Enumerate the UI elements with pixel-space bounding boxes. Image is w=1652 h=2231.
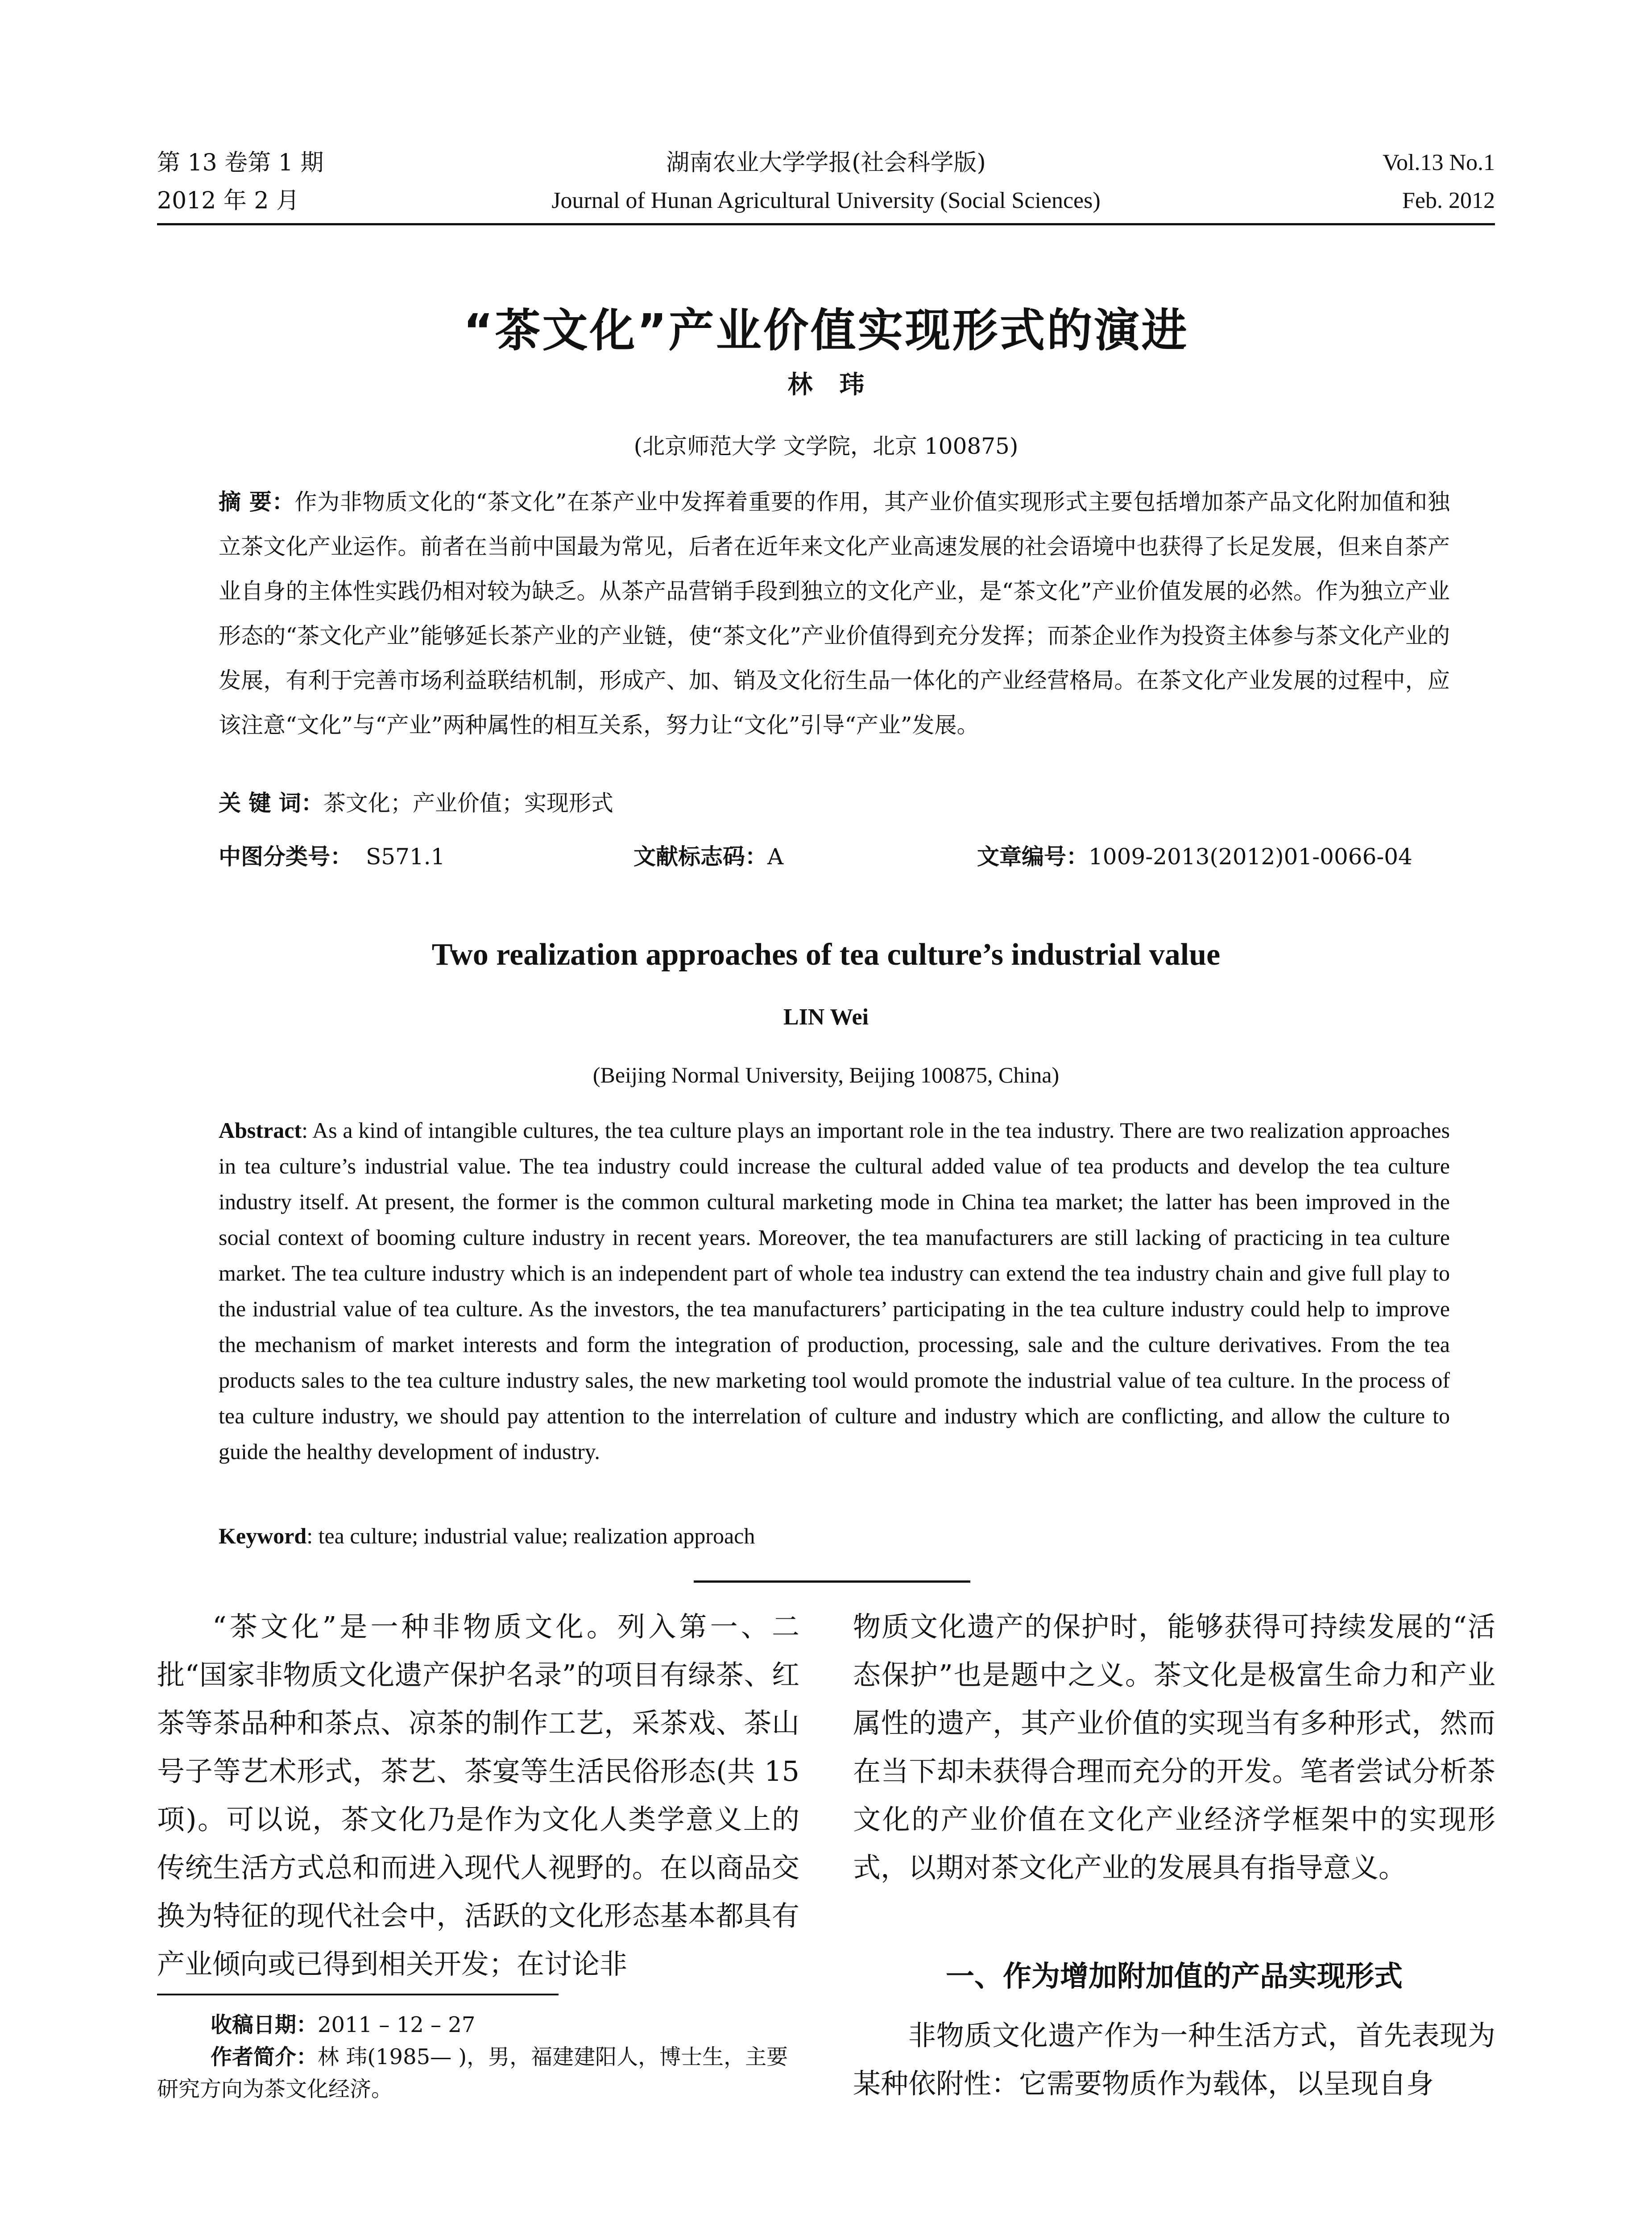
header-date-cn: 2012 年 2 月 <box>157 187 300 214</box>
keywords-en <box>219 1523 755 1549</box>
footnote-rule <box>157 1994 559 1995</box>
body-left-column <box>157 1603 799 1988</box>
affiliation-cn: (北京师范大学 文学院，北京 100875) <box>633 433 1019 459</box>
affiliation-en: (Beijing Normal University, Beijing 100875, China) <box>592 1062 1060 1087</box>
keywords-text-en: : tea culture; industrial value; realization approach <box>306 1523 755 1548</box>
clc-number <box>219 839 445 871</box>
article-number <box>977 839 1412 871</box>
header-journal-en: Journal of Hunan Agricultural University (Social Sciences) <box>551 188 1101 213</box>
article-title-en: Two realization approaches of tea culture’s industrial value <box>431 937 1221 972</box>
document-code-value: A <box>767 844 784 870</box>
clc-value: S571.1 <box>366 844 445 870</box>
abstract-separator <box>694 1580 970 1583</box>
document-code-label: 文献标志码： <box>633 844 767 870</box>
article-title-cn: “茶文化”产业价值实现形式的演进 <box>463 304 1189 357</box>
abstract-label-cn: 摘 要： <box>219 489 295 515</box>
body-paragraph-2: 物质文化遗产的保护时，能够获得可持续发展的“活态保护”也是题中之义。茶文化是极富生命力和产业属性的遗产，其产业价值的实现当有多种形式，然而在当下却未获得合理而充分的开发。笔者尝试分析茶文化的产业价值在文化产业经济学框架中的实现形式，以期对茶文化产业的发展具有指导意义。 <box>853 1610 1495 1884</box>
footnote-author-value: 林 玮(1985— )，男，福建建阳人，博士生，主要研究方向为茶文化经济。 <box>157 2044 788 2102</box>
body-paragraph-1: “茶文化”是一种非物质文化。列入第一、二批“国家非物质文化遗产保护名录”的项目有绿茶、红茶等茶品种和茶点、凉茶的制作工艺，采茶戏、茶山号子等艺术形式，茶艺、茶宴等生活民俗形态(共 15 项)。可以说，茶文化乃是作为文化人类学意义上的传统生活方式总和而进入现代人视野的。在以商品交换为特征的现代社会中，活跃的文化形态基本都具有产业倾向或已得到相关开发；在讨论非 <box>157 1610 799 1980</box>
clc-label: 中图分类号： <box>219 844 352 870</box>
body-right-column <box>853 1603 1495 1892</box>
article-number-value: 1009-2013(2012)01-0066-04 <box>1089 844 1412 870</box>
header-volume-cn: 第 13 卷第 1 期 <box>157 149 324 176</box>
footnote-author <box>157 2041 799 2105</box>
footnote-author-label: 作者简介： <box>211 2044 318 2069</box>
document-code <box>633 839 783 871</box>
keywords-label-cn: 关 键 词： <box>219 790 323 816</box>
abstract-text-en: : As a kind of intangible cultures, the tea culture plays an important role in the tea industry. There are two realization approaches in tea culture’s industrial value. The tea industry could increase the cultural added value of tea products and develop the tea culture industry itself. At present, the former is the common cultural marketing mode in China tea market; the latter has been improved in the social context of booming culture industry in recent years. Moreover, the tea manufacturers are still lacking of practicing in tea culture market. The tea culture industry which is an independent part of whole tea industry can extend the tea industry chain and give full play to the industrial value of tea culture. As the investors, the tea manufacturers’ participating in the tea culture industry could help to improve the mechanism of market interests and form the integration of production, processing, sale and the culture derivatives. From the tea products sales to the tea culture industry sales, the new marketing tool would promote the industrial value of tea culture. In the process of tea culture industry, we should pay attention to the interrelation of culture and industry which are conflicting, and allow the culture to guide the healthy development of industry. <box>219 1118 1450 1464</box>
author-cn: 林玮 <box>787 370 891 399</box>
abstract-en <box>219 1112 1450 1469</box>
header-journal-cn: 湖南农业大学学报(社会科学版) <box>666 149 986 176</box>
footnote-received-label: 收稿日期： <box>211 2012 318 2037</box>
body-paragraph-3: 非物质文化遗产作为一种生活方式，首先表现为某种依附性：它需要物质作为载体，以呈现自身 <box>853 2019 1495 2100</box>
footnote-received-value: 2011 – 12 – 27 <box>318 2012 476 2037</box>
keywords-label-en: Keyword <box>219 1523 307 1548</box>
article-number-label: 文章编号： <box>977 844 1089 870</box>
footnote <box>157 2009 799 2105</box>
header-date-en: Feb. 2012 <box>1402 188 1495 213</box>
header-rule <box>157 223 1495 225</box>
body-right-column-continued <box>853 2011 1495 2108</box>
abstract-cn <box>219 480 1450 747</box>
keywords-cn <box>219 785 613 817</box>
abstract-text-cn: 作为非物质文化的“茶文化”在茶产业中发挥着重要的作用，其产业价值实现形式主要包括增加茶产品文化附加值和独立茶文化产业运作。前者在当前中国最为常见，后者在近年来文化产业高速发展的社会语境中也获得了长足发展，但来自茶产业自身的主体性实践仍相对较为缺乏。从茶产品营销手段到独立的文化产业，是“茶文化”产业价值发展的必然。作为独立产业形态的“茶文化产业”能够延长茶产业的产业链，使“茶文化”产业价值得到充分发挥；而茶企业作为投资主体参与茶文化产业的发展，有利于完善市场利益联结机制，形成产、加、销及文化衍生品一体化的产业经营格局。在茶文化产业发展的过程中，应该注意“文化”与“产业”两种属性的相互关系，努力让“文化”引导“产业”发展。 <box>219 489 1450 738</box>
footnote-received <box>157 2009 799 2041</box>
author-en: LIN Wei <box>783 1004 869 1030</box>
abstract-label-en: Abstract <box>219 1118 302 1143</box>
keywords-text-cn: 茶文化；产业价值；实现形式 <box>323 790 613 816</box>
section-1-heading: 一、作为增加附加值的产品实现形式 <box>946 1960 1403 1993</box>
header-volume-en: Vol.13 No.1 <box>1383 150 1495 175</box>
